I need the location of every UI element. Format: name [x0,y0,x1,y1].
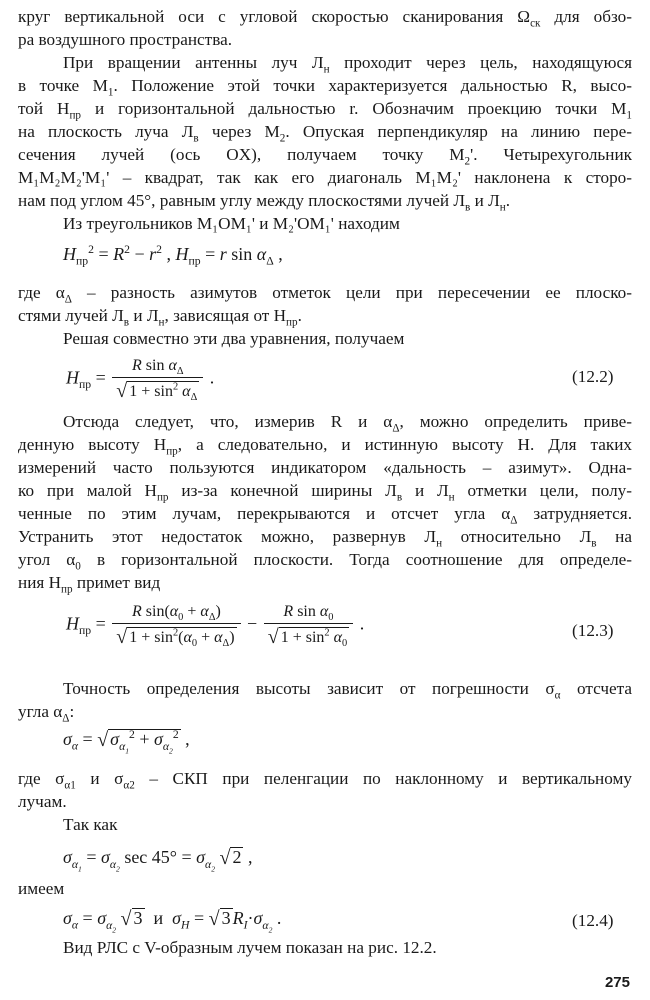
text-line: угол $\alpha_0$ в горизонтальной плоскости. Тогда соотношение для определе- [18,550,633,573]
text-line: Решая совместно эти два уравнения, получаем [63,329,405,348]
text-line: на плоскость луча $Л_в$ через $M_2$. Опуская перпендикуляр на линию пере- [18,122,632,145]
text-line: Точность определения высоты зависит от погрешности $\sigma_\alpha$ отсчета [63,679,632,702]
text-line: сечения лучей (ось OX), получаем точку $M_2'$. Четырехугольник [18,145,632,168]
text-line: в точке $M_1$. Положение этой точки характеризуется дальностью R, высо- [18,76,632,99]
formula-sigma-alpha: $\sigma_\alpha$ = √ $\sigma_{\alpha_1}^2 + \sigma_{\alpha_2}^2$ , [63,728,190,755]
text-line: M₁M₂M₂'M₁' – квадрат, так как его диагональ M₁M₂' наклонена к сторо- [18,168,632,187]
text-line: Из треугольников M₁OM₁' и M₂'OM₁' находим [63,214,400,233]
text-line: Устранить этот недостаток можно, развернув $Л_н$ относительно $Л_в$ на [18,527,632,550]
formula-height-squared: $H_{пр}^2 = R^2 - r^2$ , $H_{пр} = r$ $\sin \alpha_\Delta$ , [63,243,283,268]
text-line: лучам. [18,792,67,811]
text-line: где $\sigma_{\alpha 1}$ и $\sigma_{\alpha 2}$ – СКП при пеленгации по наклонному и вертикальному [18,769,632,792]
text-line: ра воздушного пространства. [18,30,233,49]
text-line: Так как [63,815,118,834]
text-line: ченные по этим лучам, перекрываются и отсчет угла $\alpha_\Delta$ затрудняется. [18,504,632,527]
page-number: 275 [604,974,630,991]
text-line: ния $H_{пр}$ примет вид [18,573,161,596]
text-line: стями лучей $Л_в$ и $Л_н$, зависящая от $H_{пр}$. [18,306,302,329]
text-line: ко при малой $H_{пр}$ из-за конечной ширины $Л_в$ и $Л_н$ отметки цели, полу- [18,481,632,504]
text-line: При вращении антенны луч $Л_н$ проходит через цель, находящуюся [63,53,632,76]
text-line: Вид РЛС с V-образным лучем показан на рис. 12.2. [63,938,437,957]
equation-number: (12.3) [572,621,614,640]
text-line: измерений часто пользуются индикатором «дальность – азимут». Одна- [18,458,632,477]
formula-12-4: $\sigma_\alpha = \sigma_{\alpha_2}$ √ 3 и $\sigma_H$ = √ 3 $R_I\cdot\sigma_{\alpha_2}$ . [63,908,282,934]
formula-12-2: $H_{пр}$ = $\frac{R \sin \alpha_\Delta}{√ 1 + \sin^2 \alpha_\Delta}$ . [66,357,215,404]
text-line: Отсюда следует, что, измерив R и $\alpha_\Delta$, можно определить приве- [63,412,632,435]
text-line: угла $\alpha_\Delta$: [18,702,75,725]
text-line: где $\alpha_\Delta$ – разность азимутов отметок цели при пересечении ее плоско- [18,283,632,306]
text-line: круг вертикальной оси с угловой скоростью сканирования $\Omega_{ск}$ для обзо- [18,7,632,30]
equation-number: (12.4) [572,911,614,930]
text-line: денную высоту $H_{пр}$, а следовательно, и истинную высоту H. Для таких [18,435,632,458]
text-line: той $H_{пр}$ и горизонтальной дальностью r. Обозначим проекцию точки $M_1$ [18,99,632,122]
text-line: имеем [18,879,65,898]
formula-12-3: $H_{пр}$ = $\frac{R \sin(\alpha_0 + \alpha_\Delta)}{√ 1 + \sin^2(\alpha_0 + \alpha_\Delta)}$ − $\frac{R \sin \alpha_0}{√ 1 + \sin^2 \alpha_0}$ . [66,603,365,650]
formula-sigma-sec45: $\sigma_{\alpha_1} = \sigma_{\alpha_2}$ $\sec 45^\circ = \sigma_{\alpha_2}$ √ 2 , [63,847,253,873]
text-line: нам под углом 45°, равным углу между плоскостями лучей $Л_в$ и $Л_н$. [18,191,511,214]
equation-number: (12.2) [572,367,614,386]
